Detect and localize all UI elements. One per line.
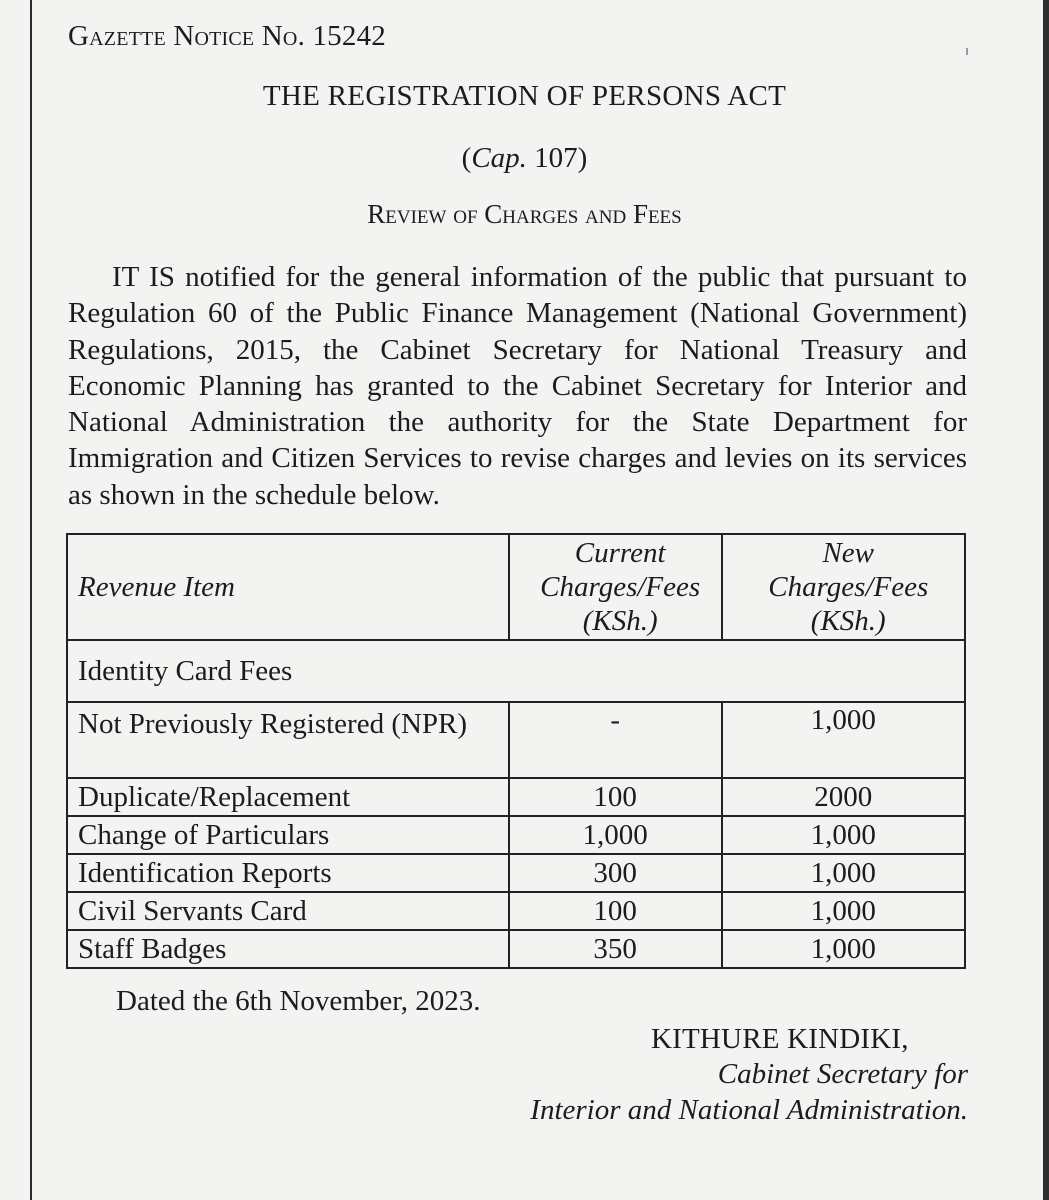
table-row xyxy=(67,778,965,816)
page-right-border xyxy=(1043,0,1049,1200)
row-item: Staff Badges xyxy=(67,930,509,968)
scan-mark xyxy=(966,48,968,55)
signatory-name: KITHURE KINDIKI, xyxy=(651,1023,909,1055)
row-new-fee: 1,000 xyxy=(722,892,965,930)
table-row xyxy=(67,816,965,854)
notice-body: IT IS notified for the general information of the public that pursuant to Regulation 60 of the Public Finance Management (National Government) Regulations, 2015, the Cabinet Secretary for National Treasury and Economic Planning has granted to the Cabinet Secretary for Interior and National Administration the authority for the State Department for Immigration and Citizen Services to revise charges and levies on its services as shown in the schedule below. xyxy=(68,261,967,511)
header-new-line2: Charges/Fees xyxy=(768,571,929,603)
signatory-title-line1: Cabinet Secretary for xyxy=(717,1058,968,1090)
row-item: Identification Reports xyxy=(67,854,509,892)
row-current-fee: 300 xyxy=(509,854,722,892)
dated-line: Dated the 6th November, 2023. xyxy=(116,985,481,1017)
row-current-fee: 1,000 xyxy=(509,816,722,854)
row-item: Change of Particulars xyxy=(67,816,509,854)
cap-number: 107 xyxy=(534,142,578,174)
gazette-notice-number: Gazette Notice No. 15242 xyxy=(68,20,386,52)
row-current-fee: 350 xyxy=(509,930,722,968)
header-new-charges xyxy=(722,534,965,640)
section-heading: Review of Charges and Fees xyxy=(367,199,682,229)
row-current-fee: 100 xyxy=(509,778,722,816)
act-title: THE REGISTRATION OF PERSONS ACT xyxy=(262,80,787,112)
row-new-fee: 1,000 xyxy=(722,816,965,854)
signatory-title-line2: Interior and National Administration. xyxy=(530,1094,968,1126)
chapter-reference: (Cap. 107) xyxy=(461,142,588,174)
row-item: Not Previously Registered (NPR) xyxy=(67,702,509,778)
table-row xyxy=(67,892,965,930)
section-identity-card-fees: Identity Card Fees xyxy=(67,640,965,702)
cap-label: Cap. xyxy=(471,142,527,174)
header-current-charges xyxy=(509,534,722,640)
row-item: Duplicate/Replacement xyxy=(67,778,509,816)
header-current-line1: Current xyxy=(574,537,666,569)
section-row xyxy=(67,640,965,702)
row-current-fee: - xyxy=(509,702,722,778)
header-current-line3: (KSh.) xyxy=(582,605,658,637)
table-row xyxy=(67,854,965,892)
header-revenue-item: Revenue Item xyxy=(67,534,509,640)
header-new-line1: New xyxy=(822,537,875,569)
table-row xyxy=(67,930,965,968)
header-new-line3: (KSh.) xyxy=(810,605,886,637)
fees-table xyxy=(66,533,966,969)
row-item: Civil Servants Card xyxy=(67,892,509,930)
table-header-row xyxy=(67,534,965,640)
row-new-fee: 1,000 xyxy=(722,854,965,892)
row-new-fee: 2000 xyxy=(722,778,965,816)
page-left-border xyxy=(30,0,32,1200)
row-new-fee: 1,000 xyxy=(722,930,965,968)
table-row xyxy=(67,702,965,778)
header-current-line2: Charges/Fees xyxy=(540,571,701,603)
row-current-fee: 100 xyxy=(509,892,722,930)
row-new-fee: 1,000 xyxy=(722,702,965,778)
